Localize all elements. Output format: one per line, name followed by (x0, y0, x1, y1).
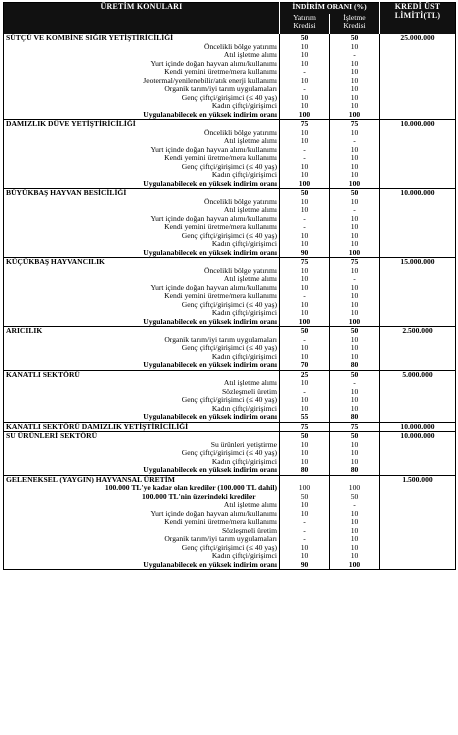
operating-credit-rate: 10 (330, 405, 380, 414)
operating-credit-rate: 10 (330, 94, 380, 103)
operating-credit-rate: 10 (330, 129, 380, 138)
operating-credit-rate: 10 (330, 60, 380, 69)
row-label: Öncelikli bölge yatırımı (204, 41, 277, 51)
credit-limit (380, 309, 456, 318)
row-label: Genç çiftçi/girişimci (≤ 40 yaş) (181, 230, 277, 240)
operating-credit-rate: - (330, 275, 380, 284)
credit-limit (380, 353, 456, 362)
credit-limit (380, 361, 456, 370)
credit-limit: 25.000.000 (380, 34, 456, 43)
operating-credit-rate: 10 (330, 344, 380, 353)
investment-credit-rate: 100 (280, 484, 330, 493)
investment-credit-rate: 10 (280, 51, 330, 60)
row-label: SU ÜRÜNLERİ SEKTÖRÜ (6, 431, 98, 440)
credit-limit (380, 171, 456, 180)
credit-limit (380, 51, 456, 60)
row-label: Jeotermal/yenilenebilir/atık enerji kullanımı (143, 75, 277, 85)
row-label: Atıl işletme alımı (223, 274, 277, 283)
header-operating-credit: İşletme Kredisi (330, 14, 380, 34)
operating-credit-rate: 10 (330, 215, 380, 224)
operating-credit-rate: 10 (330, 198, 380, 207)
credit-limit (380, 284, 456, 293)
operating-credit-rate: 10 (330, 171, 380, 180)
operating-credit-rate: 75 (330, 120, 380, 129)
investment-credit-rate: 10 (280, 275, 330, 284)
credit-limit (380, 396, 456, 405)
operating-credit-rate: 10 (330, 510, 380, 519)
investment-credit-rate: 10 (280, 232, 330, 241)
operating-credit-rate: 100 (330, 561, 380, 570)
row-label: Kadın çiftçi/girişimci (211, 551, 277, 560)
header-investment-credit: Yatırım Kredisi (280, 14, 330, 34)
operating-credit-rate: 80 (330, 466, 380, 475)
investment-credit-rate: 10 (280, 94, 330, 103)
row-label: KÜÇÜKBAŞ HAYVANCILIK (6, 257, 105, 266)
investment-credit-rate: 10 (280, 240, 330, 249)
operating-credit-rate: 10 (330, 336, 380, 345)
credit-limit: 10.000.000 (380, 189, 456, 198)
operating-credit-rate: 100 (330, 318, 380, 327)
credit-limit (380, 267, 456, 276)
row-label: Kendi yemini üretme/mera kullanımı (164, 291, 277, 300)
row-label: Sözleşmeli üretim (221, 525, 277, 535)
row-label: Öncelikli bölge yatırımı (204, 265, 277, 275)
row-label: Atıl işletme alımı (223, 205, 277, 214)
investment-credit-rate: 10 (280, 206, 330, 215)
operating-credit-rate: 50 (330, 189, 380, 198)
credit-limit (380, 449, 456, 458)
row-label: Kadın çiftçi/girişimci (211, 101, 277, 110)
row-label: Öncelikli bölge yatırımı (204, 127, 277, 137)
credit-limit (380, 301, 456, 310)
row-label: Genç çiftçi/girişimci (≤ 40 yaş) (181, 395, 277, 404)
row-label: Uygulanabilecek en yüksek indirim oranı (4, 466, 280, 475)
credit-limit (380, 552, 456, 561)
investment-credit-rate: - (280, 292, 330, 301)
row-label: Genç çiftçi/girişimci (≤ 40 yaş) (181, 161, 277, 171)
investment-credit-rate: 10 (280, 458, 330, 467)
row-label: Yurt içinde doğan hayvan alımı/kullanımı (150, 144, 277, 154)
row-label: Öncelikli bölge yatırımı (204, 196, 277, 206)
credit-limit (380, 336, 456, 345)
row-label: Atıl işletme alımı (223, 378, 277, 387)
operating-credit-rate: 10 (330, 518, 380, 527)
row-label: Yurt içinde doğan hayvan alımı/kullanımı (150, 58, 277, 68)
credit-limit: 10.000.000 (380, 120, 456, 129)
credit-limit (380, 379, 456, 388)
operating-credit-rate: 50 (330, 327, 380, 336)
header-discount-rate: İNDİRİM ORANI (%) (280, 3, 380, 15)
credit-limit (380, 510, 456, 519)
row-label: Kadın çiftçi/girişimci (211, 351, 277, 361)
credit-limit (380, 493, 456, 502)
credit-limit (380, 561, 456, 570)
credit-limit: 10.000.000 (380, 432, 456, 441)
credit-limit: 10.000.000 (380, 422, 456, 432)
credit-limit (380, 154, 456, 163)
investment-credit-rate: - (280, 146, 330, 155)
operating-credit-rate: 10 (330, 267, 380, 276)
investment-credit-rate: 75 (280, 258, 330, 267)
credit-limit (380, 441, 456, 450)
row-label: Su ürünleri yetiştirme (210, 439, 277, 449)
operating-credit-rate: 10 (330, 388, 380, 397)
credit-limit (380, 137, 456, 146)
operating-credit-rate: 10 (330, 163, 380, 172)
operating-credit-rate: - (330, 206, 380, 215)
credit-limit (380, 94, 456, 103)
operating-credit-rate: 10 (330, 527, 380, 536)
credit-limit (380, 43, 456, 52)
investment-credit-rate: 75 (280, 422, 330, 432)
row-label: Uygulanabilecek en yüksek indirim oranı (4, 318, 280, 327)
row-label: DAMIZLIK DÜVE YETİŞTİRİCİLİĞİ (6, 119, 136, 128)
row-label: KANATLI SEKTÖRÜ DAMIZLIK YETİŞTİRİCİLİĞİ (4, 422, 280, 432)
investment-credit-rate: 10 (280, 309, 330, 318)
operating-credit-rate: 10 (330, 396, 380, 405)
row-label: Genç çiftçi/girişimci (≤ 40 yaş) (181, 92, 277, 102)
row-label: 100.000 TL'ye kadar olan krediler (100.000 TL dahil) (104, 483, 277, 492)
operating-credit-rate: 10 (330, 552, 380, 561)
investment-credit-rate: 10 (280, 449, 330, 458)
credit-limit (380, 85, 456, 94)
investment-credit-rate: 10 (280, 396, 330, 405)
credit-limit: 2.500.000 (380, 327, 456, 336)
operating-credit-rate: 10 (330, 43, 380, 52)
operating-credit-rate: - (330, 501, 380, 510)
operating-credit-rate: 10 (330, 85, 380, 94)
table-body (4, 34, 456, 570)
credit-limit (380, 60, 456, 69)
operating-credit-rate: - (330, 51, 380, 60)
investment-credit-rate: - (280, 527, 330, 536)
operating-credit-rate: 10 (330, 102, 380, 111)
investment-credit-rate: - (280, 85, 330, 94)
credit-limit (380, 146, 456, 155)
investment-credit-rate: 10 (280, 552, 330, 561)
row-label: Kendi yemini üretme/mera kullanımı (164, 517, 277, 526)
row-label: Uygulanabilecek en yüksek indirim oranı (4, 361, 280, 370)
investment-credit-rate: 10 (280, 43, 330, 52)
investment-credit-rate: - (280, 223, 330, 232)
credit-limit (380, 77, 456, 86)
row-label: Yurt içinde doğan hayvan alımı/kullanımı (150, 508, 277, 518)
operating-credit-rate: - (330, 137, 380, 146)
operating-credit-rate: 10 (330, 68, 380, 77)
operating-credit-rate: 10 (330, 441, 380, 450)
investment-credit-rate: 10 (280, 163, 330, 172)
operating-credit-rate: 10 (330, 301, 380, 310)
operating-credit-rate: 100 (330, 111, 380, 120)
row-label: Uygulanabilecek en yüksek indirim oranı (4, 561, 280, 570)
row-label: GELENEKSEL (YAYGIN) HAYVANSAL ÜRETİM (6, 474, 175, 484)
row-label: Uygulanabilecek en yüksek indirim oranı (4, 111, 280, 120)
credit-limit (380, 68, 456, 77)
credit-limit: 15.000.000 (380, 258, 456, 267)
credit-limit (380, 413, 456, 422)
row-label: Sözleşmeli üretim (221, 386, 277, 396)
investment-credit-rate: - (280, 68, 330, 77)
investment-credit-rate: 100 (280, 318, 330, 327)
row-label: Yurt içinde doğan hayvan alımı/kullanımı (150, 282, 277, 292)
row-label: Kadın çiftçi/girişimci (211, 456, 277, 466)
investment-credit-rate: 50 (280, 34, 330, 43)
credit-limit (380, 458, 456, 467)
investment-credit-rate: 10 (280, 137, 330, 146)
credit-limit (380, 163, 456, 172)
row-label: Yurt içinde doğan hayvan alımı/kullanımı (150, 213, 277, 223)
credit-limit (380, 484, 456, 493)
investment-credit-rate: 10 (280, 60, 330, 69)
investment-credit-rate: - (280, 535, 330, 544)
investment-credit-rate: 50 (280, 189, 330, 198)
credit-limit (380, 240, 456, 249)
row-label: Genç çiftçi/girişimci (≤ 40 yaş) (181, 542, 277, 552)
operating-credit-rate: 100 (330, 180, 380, 189)
credit-limit (380, 544, 456, 553)
operating-credit-rate: 10 (330, 232, 380, 241)
investment-credit-rate: 10 (280, 379, 330, 388)
investment-credit-rate: 10 (280, 544, 330, 553)
header-credit-limit: KREDİ ÜST LİMİTİ(TL) (380, 3, 456, 35)
row-label: Organik tarım/iyi tarım uygulamaları (164, 84, 277, 93)
operating-credit-rate: 50 (330, 432, 380, 441)
credit-limit (380, 198, 456, 207)
investment-credit-rate: 10 (280, 501, 330, 510)
investment-credit-rate: 90 (280, 249, 330, 258)
row-label: Uygulanabilecek en yüksek indirim oranı (4, 413, 280, 422)
operating-credit-rate: 10 (330, 458, 380, 467)
row-label: Uygulanabilecek en yüksek indirim oranı (4, 180, 280, 189)
operating-credit-rate: 10 (330, 309, 380, 318)
row-label: Genç çiftçi/girişimci (≤ 40 yaş) (181, 343, 277, 352)
investment-credit-rate: 10 (280, 77, 330, 86)
row-label: Kadın çiftçi/girişimci (211, 308, 277, 317)
row-label: Organik tarım/iyi tarım uygulamaları (164, 534, 277, 543)
row-label: Atıl işletme alımı (223, 50, 277, 59)
operating-credit-rate: 10 (330, 240, 380, 249)
investment-credit-rate: - (280, 154, 330, 163)
credit-limit (380, 501, 456, 510)
operating-credit-rate: 10 (330, 284, 380, 293)
operating-credit-rate: 100 (330, 484, 380, 493)
operating-credit-rate: 10 (330, 535, 380, 544)
credit-limit: 5.000.000 (380, 370, 456, 379)
investment-credit-rate: - (280, 215, 330, 224)
credit-limit (380, 223, 456, 232)
investment-credit-rate: - (280, 388, 330, 397)
operating-credit-rate: 80 (330, 413, 380, 422)
total-row (4, 466, 456, 475)
credit-discount-table (3, 2, 456, 570)
investment-credit-rate: 55 (280, 413, 330, 422)
row-label: Atıl işletme alımı (223, 500, 277, 509)
total-row (4, 561, 456, 570)
total-row (4, 413, 456, 422)
operating-credit-rate: 50 (330, 34, 380, 43)
operating-credit-rate: 10 (330, 449, 380, 458)
document-page (3, 2, 455, 570)
investment-credit-rate: - (280, 336, 330, 345)
investment-credit-rate: 50 (280, 493, 330, 502)
credit-limit (380, 292, 456, 301)
credit-limit (380, 215, 456, 224)
credit-limit (380, 388, 456, 397)
row-label: Organik tarım/iyi tarım uygulamaları (164, 334, 277, 344)
credit-limit (380, 344, 456, 353)
row-label: BÜYÜKBAŞ HAYVAN BESİCİLİĞİ (6, 188, 127, 197)
operating-credit-rate: 100 (330, 249, 380, 258)
row-label: Kendi yemini üretme/mera kullanımı (164, 222, 277, 231)
credit-limit (380, 466, 456, 475)
investment-credit-rate: 10 (280, 301, 330, 310)
investment-credit-rate: 10 (280, 171, 330, 180)
row-label: Genç çiftçi/girişimci (≤ 40 yaş) (181, 448, 277, 457)
operating-credit-rate: 80 (330, 361, 380, 370)
row-label: Uygulanabilecek en yüksek indirim oranı (4, 249, 280, 258)
operating-credit-rate: 75 (330, 422, 380, 432)
credit-limit (380, 405, 456, 414)
credit-limit (380, 518, 456, 527)
operating-credit-rate: 50 (330, 370, 380, 379)
row-label: Kadın çiftçi/girişimci (211, 403, 277, 413)
investment-credit-rate: - (280, 518, 330, 527)
operating-credit-rate: 10 (330, 544, 380, 553)
investment-credit-rate: 10 (280, 198, 330, 207)
investment-credit-rate: 90 (280, 561, 330, 570)
investment-credit-rate: 100 (280, 180, 330, 189)
header-production-topics: ÜRETİM KONULARI (4, 3, 280, 35)
operating-credit-rate: 10 (330, 154, 380, 163)
row-label: ARICILIK (6, 326, 43, 335)
credit-limit (380, 527, 456, 536)
row-label: Kendi yemini üretme/mera kullanımı (164, 153, 277, 162)
credit-limit (380, 535, 456, 544)
investment-credit-rate: 50 (280, 327, 330, 336)
investment-credit-rate: 10 (280, 344, 330, 353)
operating-credit-rate: 10 (330, 77, 380, 86)
row-label: Kadın çiftçi/girişimci (211, 239, 277, 248)
row-label: Atıl işletme alımı (223, 136, 277, 145)
row-label: KANATLI SEKTÖRÜ (6, 369, 80, 379)
investment-credit-rate: 10 (280, 129, 330, 138)
investment-credit-rate: 25 (280, 370, 330, 379)
investment-credit-rate: 75 (280, 120, 330, 129)
operating-credit-rate: 50 (330, 493, 380, 502)
investment-credit-rate: 100 (280, 111, 330, 120)
operating-credit-rate: 10 (330, 353, 380, 362)
credit-limit (380, 275, 456, 284)
investment-credit-rate: 10 (280, 441, 330, 450)
operating-credit-rate: 10 (330, 292, 380, 301)
investment-credit-rate: 10 (280, 284, 330, 293)
row-label: SÜTÇÜ VE KOMBİNE SIĞIR YETİŞTİRİCİLİĞİ (6, 33, 174, 42)
operating-credit-rate: 10 (330, 223, 380, 232)
credit-limit (380, 232, 456, 241)
row-label: 100.000 TL'nin üzerindeki krediler (142, 491, 256, 501)
investment-credit-rate: 70 (280, 361, 330, 370)
operating-credit-rate: - (330, 379, 380, 388)
row-label: Kendi yemini üretme/mera kullanımı (164, 67, 277, 76)
operating-credit-rate: 75 (330, 258, 380, 267)
credit-limit (380, 102, 456, 111)
operating-credit-rate: 10 (330, 146, 380, 155)
investment-credit-rate: 10 (280, 353, 330, 362)
row-label: Kadın çiftçi/girişimci (211, 170, 277, 179)
investment-credit-rate: 80 (280, 466, 330, 475)
investment-credit-rate: 10 (280, 405, 330, 414)
row-label: Genç çiftçi/girişimci (≤ 40 yaş) (181, 299, 277, 309)
investment-credit-rate: 50 (280, 432, 330, 441)
investment-credit-rate: 10 (280, 102, 330, 111)
investment-credit-rate: 10 (280, 510, 330, 519)
total-row (4, 318, 456, 327)
investment-credit-rate: 10 (280, 267, 330, 276)
total-row (4, 361, 456, 370)
credit-limit (380, 129, 456, 138)
credit-limit: 1.500.000 (380, 475, 456, 484)
credit-limit (380, 206, 456, 215)
